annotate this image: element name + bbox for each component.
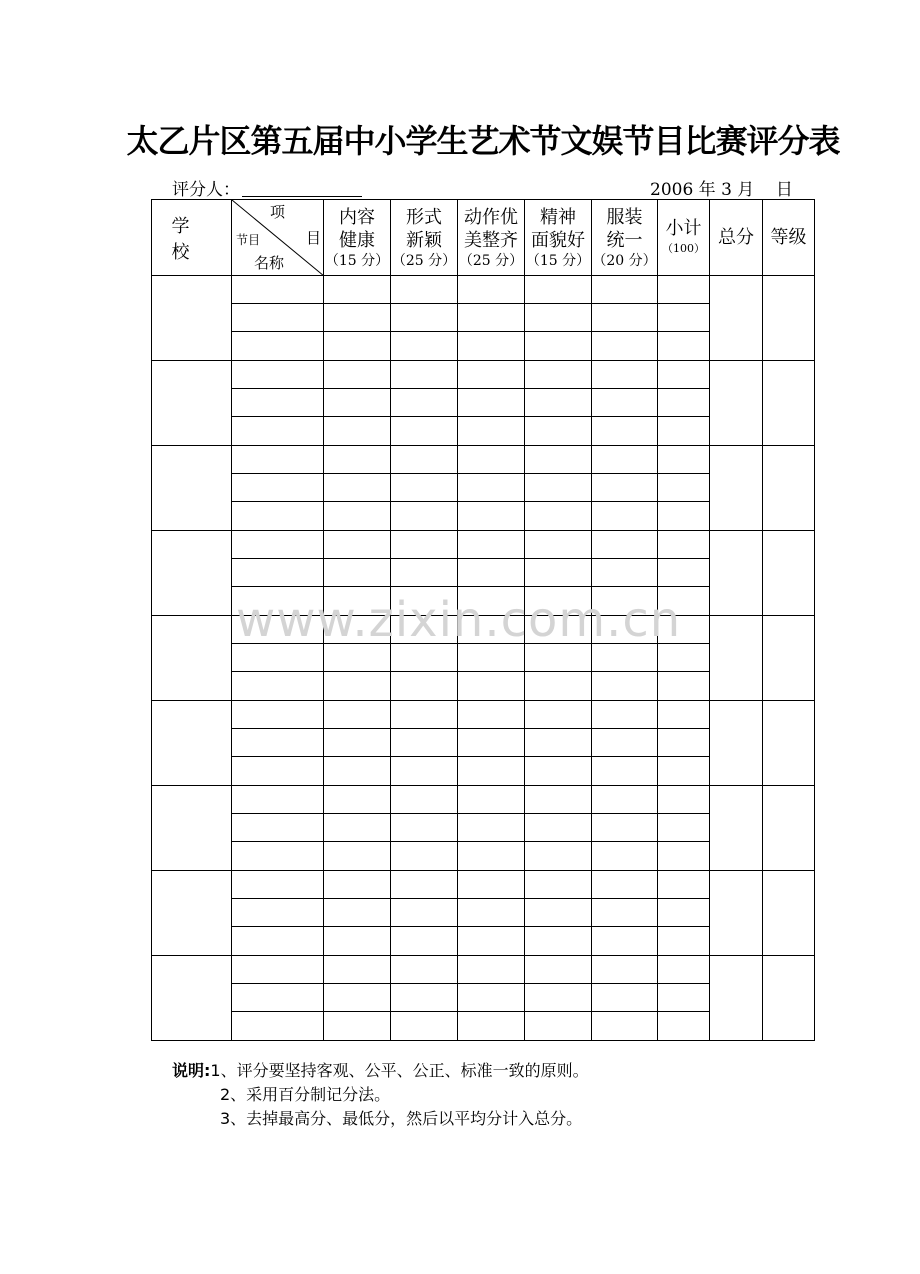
score-costume-cell[interactable] [592,956,658,984]
school-cell[interactable] [152,701,232,786]
score-content-cell[interactable] [324,899,391,927]
table-row [152,956,815,984]
score-costume-cell[interactable] [592,531,658,559]
header-school: 学 校 [152,200,232,276]
score-costume-cell[interactable] [592,842,658,871]
score-movement-cell[interactable] [458,871,525,899]
score-spirit-cell[interactable] [525,984,592,1012]
subtotal-cell[interactable] [658,927,710,956]
score-movement-cell[interactable] [458,899,525,927]
subtotal-label: 小计 [665,218,702,239]
score-form-cell[interactable] [391,417,458,446]
score-form-cell[interactable] [391,361,458,389]
subtotal-cell[interactable] [658,814,710,842]
grade-cell[interactable] [763,361,815,446]
total-cell[interactable] [710,361,763,446]
program-name-cell[interactable] [232,672,324,701]
program-name-cell[interactable] [232,276,324,304]
score-spirit-cell[interactable] [525,417,592,446]
score-movement-cell[interactable] [458,276,525,304]
notes [172,1059,589,1131]
score-costume-cell[interactable] [592,474,658,502]
program-name-cell[interactable] [232,984,324,1012]
score-spirit-cell[interactable] [525,757,592,786]
score-movement-cell[interactable] [458,757,525,786]
header-row [152,200,815,276]
school-cell[interactable] [152,446,232,531]
score-form-cell[interactable] [391,701,458,729]
subtotal-cell[interactable] [658,786,710,814]
score-content-cell[interactable] [324,474,391,502]
score-content-cell[interactable] [324,531,391,559]
school-cell[interactable] [152,786,232,871]
score-form-cell[interactable] [391,757,458,786]
score-movement-cell[interactable] [458,446,525,474]
grade-cell[interactable] [763,446,815,531]
school-cell[interactable] [152,956,232,1041]
score-costume-cell[interactable] [592,361,658,389]
score-content-cell[interactable] [324,927,391,956]
program-name-cell[interactable] [232,474,324,502]
total-cell[interactable] [710,871,763,956]
score-costume-cell[interactable] [592,1012,658,1041]
score-content-cell[interactable] [324,871,391,899]
watermark: www.zixin.com.cn [236,592,682,648]
score-form-cell[interactable] [391,531,458,559]
subtotal-cell[interactable] [658,474,710,502]
table-row [152,871,815,899]
score-movement-cell[interactable] [458,361,525,389]
program-name-cell[interactable] [232,729,324,757]
score-form-cell[interactable] [391,1012,458,1041]
program-name-cell[interactable] [232,814,324,842]
score-spirit-cell[interactable] [525,701,592,729]
score-spirit-cell[interactable] [525,446,592,474]
total-cell[interactable] [710,616,763,701]
score-movement-cell[interactable] [458,956,525,984]
subtotal-cell[interactable] [658,304,710,332]
score-content-cell[interactable] [324,361,391,389]
notes-label: 说明: [172,1061,211,1080]
header-criterion-2 [391,200,458,276]
subtotal-cell[interactable] [658,729,710,757]
criterion-points: （25 分） [391,252,457,269]
score-movement-cell[interactable] [458,474,525,502]
score-spirit-cell[interactable] [525,474,592,502]
score-costume-cell[interactable] [592,984,658,1012]
score-costume-cell[interactable] [592,304,658,332]
header-subtotal [658,200,710,276]
subtotal-cell[interactable] [658,899,710,927]
score-costume-cell[interactable] [592,417,658,446]
score-form-cell[interactable] [391,672,458,701]
score-movement-cell[interactable] [458,502,525,531]
program-name-cell[interactable] [232,1012,324,1041]
criterion-points: （20 分） [592,252,657,269]
score-content-cell[interactable] [324,956,391,984]
score-movement-cell[interactable] [458,389,525,417]
score-movement-cell[interactable] [458,304,525,332]
score-spirit-cell[interactable] [525,672,592,701]
score-spirit-cell[interactable] [525,871,592,899]
program-name-cell[interactable] [232,559,324,587]
subtotal-cell[interactable] [658,1012,710,1041]
score-movement-cell[interactable] [458,729,525,757]
score-spirit-cell[interactable] [525,1012,592,1041]
scorer-label: 评分人： [172,180,240,200]
score-content-cell[interactable] [324,559,391,587]
score-movement-cell[interactable] [458,1012,525,1041]
subtotal-cell[interactable] [658,559,710,587]
program-name-cell[interactable] [232,956,324,984]
score-content-cell[interactable] [324,446,391,474]
score-costume-cell[interactable] [592,332,658,361]
header-grade: 等级 [763,200,815,276]
subtotal-cell[interactable] [658,531,710,559]
program-name-cell[interactable] [232,927,324,956]
header-criterion-1 [324,200,391,276]
subtotal-cell[interactable] [658,361,710,389]
note-item: 3、去掉最高分、最低分，然后以平均分计入总分。 [220,1109,583,1128]
score-spirit-cell[interactable] [525,332,592,361]
score-spirit-cell[interactable] [525,361,592,389]
criterion-line2: 美整齐 [464,229,518,251]
score-form-cell[interactable] [391,899,458,927]
score-movement-cell[interactable] [458,786,525,814]
score-costume-cell[interactable] [592,389,658,417]
header-criterion-3 [458,200,525,276]
score-content-cell[interactable] [324,332,391,361]
table-row [152,786,815,814]
subtotal-cell[interactable] [658,984,710,1012]
total-cell[interactable] [710,276,763,361]
program-name-cell[interactable] [232,446,324,474]
subtotal-cell[interactable] [658,502,710,531]
subtotal-cell[interactable] [658,417,710,446]
score-movement-cell[interactable] [458,531,525,559]
score-spirit-cell[interactable] [525,276,592,304]
school-cell[interactable] [152,871,232,956]
score-spirit-cell[interactable] [525,531,592,559]
score-form-cell[interactable] [391,559,458,587]
score-spirit-cell[interactable] [525,729,592,757]
score-form-cell[interactable] [391,276,458,304]
score-form-cell[interactable] [391,927,458,956]
score-movement-cell[interactable] [458,842,525,871]
note-item: 2、采用百分制记分法。 [220,1085,391,1104]
score-costume-cell[interactable] [592,871,658,899]
subtotal-cell[interactable] [658,842,710,871]
score-form-cell[interactable] [391,984,458,1012]
score-movement-cell[interactable] [458,984,525,1012]
program-name-cell[interactable] [232,389,324,417]
score-movement-cell[interactable] [458,672,525,701]
criterion-line1: 精神 [540,206,576,228]
program-name-cell[interactable] [232,786,324,814]
score-spirit-cell[interactable] [525,502,592,531]
score-content-cell[interactable] [324,417,391,446]
header-criterion-5 [592,200,658,276]
scorer-line [172,175,362,200]
score-costume-cell[interactable] [592,446,658,474]
score-content-cell[interactable] [324,842,391,871]
criterion-line2: 健康 [339,229,375,251]
total-cell[interactable] [710,446,763,531]
score-spirit-cell[interactable] [525,956,592,984]
score-content-cell[interactable] [324,984,391,1012]
subtotal-cell[interactable] [658,446,710,474]
score-spirit-cell[interactable] [525,842,592,871]
score-spirit-cell[interactable] [525,389,592,417]
total-cell[interactable] [710,701,763,786]
school-cell[interactable] [152,531,232,616]
program-name-cell[interactable] [232,757,324,786]
diag-label-right: 目 [306,229,322,247]
grade-cell[interactable] [763,786,815,871]
table-row [152,446,815,474]
score-spirit-cell[interactable] [525,814,592,842]
score-spirit-cell[interactable] [525,899,592,927]
diag-label-left: 节目 [236,233,261,247]
subtotal-cell[interactable] [658,276,710,304]
score-form-cell[interactable] [391,389,458,417]
criterion-points: （15 分） [324,252,390,269]
subtotal-cell[interactable] [658,871,710,899]
score-spirit-cell[interactable] [525,304,592,332]
score-table-body [152,276,815,1041]
total-cell[interactable] [710,956,763,1041]
header-criterion-4 [525,200,592,276]
criterion-line2: 新颖 [406,229,442,251]
score-form-cell[interactable] [391,446,458,474]
score-form-cell[interactable] [391,332,458,361]
score-costume-cell[interactable] [592,899,658,927]
score-content-cell[interactable] [324,502,391,531]
total-cell[interactable] [710,531,763,616]
score-spirit-cell[interactable] [525,559,592,587]
score-content-cell[interactable] [324,786,391,814]
score-movement-cell[interactable] [458,332,525,361]
grade-cell[interactable] [763,616,815,701]
score-costume-cell[interactable] [592,927,658,956]
score-content-cell[interactable] [324,389,391,417]
score-movement-cell[interactable] [458,927,525,956]
score-costume-cell[interactable] [592,559,658,587]
school-cell[interactable] [152,276,232,361]
diag-label-bottom: 名称 [254,254,285,272]
subtotal-cell[interactable] [658,956,710,984]
criterion-line1: 形式 [406,206,442,228]
score-form-cell[interactable] [391,956,458,984]
score-costume-cell[interactable] [592,672,658,701]
grade-cell[interactable] [763,276,815,361]
subtotal-points: （100） [662,242,705,255]
table-row [152,701,815,729]
header-diagonal-cell [232,200,324,276]
score-content-cell[interactable] [324,1012,391,1041]
scorer-blank [242,180,362,197]
date-text: 2006 年 3 月 日 [650,180,793,200]
school-cell[interactable] [152,361,232,446]
program-name-cell[interactable] [232,332,324,361]
criterion-points: （25 分） [458,252,524,269]
score-movement-cell[interactable] [458,559,525,587]
program-name-cell[interactable] [232,842,324,871]
header-total: 总分 [710,200,763,276]
score-content-cell[interactable] [324,701,391,729]
score-costume-cell[interactable] [592,757,658,786]
total-cell[interactable] [710,786,763,871]
grade-cell[interactable] [763,531,815,616]
school-cell[interactable] [152,616,232,701]
table-row [152,276,815,304]
score-movement-cell[interactable] [458,417,525,446]
score-spirit-cell[interactable] [525,786,592,814]
criterion-line1: 动作优 [464,206,518,228]
score-costume-cell[interactable] [592,729,658,757]
score-spirit-cell[interactable] [525,927,592,956]
score-form-cell[interactable] [391,786,458,814]
subtotal-cell[interactable] [658,701,710,729]
criterion-points: （15 分） [525,252,591,269]
score-content-cell[interactable] [324,814,391,842]
score-form-cell[interactable] [391,304,458,332]
grade-cell[interactable] [763,701,815,786]
note-item: 1、评分要坚持客观、公平、公正、标准一致的原则。 [210,1061,589,1080]
program-name-cell[interactable] [232,361,324,389]
score-content-cell[interactable] [324,729,391,757]
subtotal-cell[interactable] [658,389,710,417]
score-form-cell[interactable] [391,502,458,531]
grade-cell[interactable] [763,956,815,1041]
form-title: 太乙片区第五届中小学生艺术节文娱节目比赛评分表 [126,122,840,160]
score-content-cell[interactable] [324,757,391,786]
subtotal-cell[interactable] [658,672,710,701]
program-name-cell[interactable] [232,701,324,729]
table-row [152,531,815,559]
table-row [152,361,815,389]
criterion-line1: 内容 [339,206,375,228]
score-movement-cell[interactable] [458,701,525,729]
program-name-cell[interactable] [232,502,324,531]
score-form-cell[interactable] [391,871,458,899]
program-name-cell[interactable] [232,899,324,927]
program-name-cell[interactable] [232,304,324,332]
criterion-line2: 统一 [606,229,643,251]
program-name-cell[interactable] [232,417,324,446]
score-costume-cell[interactable] [592,276,658,304]
subtotal-cell[interactable] [658,757,710,786]
score-costume-cell[interactable] [592,786,658,814]
subtotal-cell[interactable] [658,332,710,361]
criterion-line1: 服装 [606,206,643,228]
score-form-cell[interactable] [391,842,458,871]
score-movement-cell[interactable] [458,814,525,842]
score-form-cell[interactable] [391,729,458,757]
score-content-cell[interactable] [324,304,391,332]
score-costume-cell[interactable] [592,701,658,729]
diag-label-top: 项 [270,203,286,221]
score-form-cell[interactable] [391,814,458,842]
score-form-cell[interactable] [391,474,458,502]
criterion-line2: 面貌好 [531,229,585,251]
program-name-cell[interactable] [232,871,324,899]
score-costume-cell[interactable] [592,814,658,842]
grade-cell[interactable] [763,871,815,956]
program-name-cell[interactable] [232,531,324,559]
score-content-cell[interactable] [324,672,391,701]
score-costume-cell[interactable] [592,502,658,531]
score-content-cell[interactable] [324,276,391,304]
